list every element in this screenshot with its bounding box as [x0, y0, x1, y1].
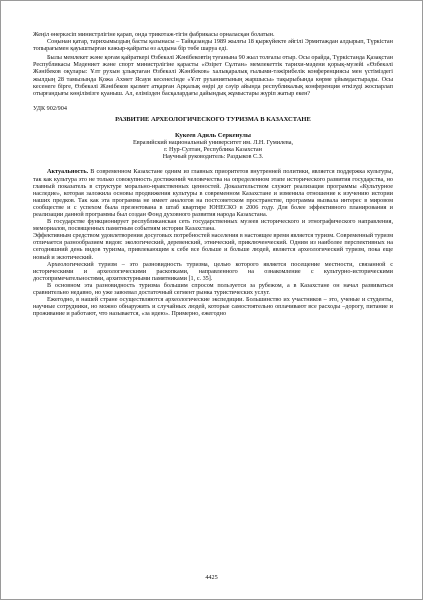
- relevance-term: Актуальность.: [47, 168, 89, 176]
- author-name: Кукеев Адиль Серкенулы: [174, 132, 252, 140]
- body-paragraph-1: В государстве функционирует республиканская сеть государственных музеев исторического и этнографического направления, мемориалов, посвященных памятным событиям истории Казахстана.: [33, 218, 393, 233]
- udk-code: УДК 902/904: [33, 104, 67, 112]
- relevance-text: В современном Казахстане одним из главных приоритетов внутренней политики, является поддержка культуры, так как культура это не только совокупность достижений человечества на определенном этапе исторического развития государства, но главный показатель в структуре морально-нравственных ценностей. Доказательством служит реализация программы «Культурное наследие», которая заложила основы продвижения культуры в современном Казахстане и изменила отношение к изучению истории наших предков. Так как эта программа не имеет аналогов на постсоветском пространстве, программа вызвала интерес в мировом сообществе и с успехом была презентована в штаб квартире ЮНЕСКО в 2006 году. Для более эффективного планирования и реализации данной программы был создан Фонд духовного развития народа Казахстана.: [33, 168, 393, 218]
- kazakh-paragraph-1: Жеңіл өнеркәсіп министрлігіне қарап, онда трикотаж-тігін фабрикасы орналасқан болатын.: [33, 31, 275, 38]
- body-paragraph-3: Археологический туризм – это разновидность туризма, целью которого является посещение местности, связанной с историческими и археологическими раскопками, направленного на ознакомление с культурно-историческими достопримечательностями, архитектурными памятниками [1, с. 35].: [33, 260, 393, 282]
- body-paragraph-5: Ежегодно, в нашей стране осуществляются археологические экспедиции. Большинство их участников – это, ученые и студенты, научные сотрудники, но можно обнаружить и случайных людей, которые самостоятельно оплачивают все расходы –дорогу, питание и проживание и работают, что называется, «за идею». Примерно, ежегодно: [33, 296, 393, 318]
- affiliation-university: Евразийский национальный университет им. Л.Н. Гумилева,: [132, 139, 294, 147]
- kazakh-paragraph-2: Соңынан қатар, тарихымыздың басты қазынасы – Тайқазанды 1989 жылғы 18 қыркүйекте әйгілі Эрмитаждан алдырып, Түркістан топырағымен қауыштырған кәжыр-қайраты өз алдына бір төбе шаруа еді.: [33, 38, 393, 53]
- kazakh-paragraph-3: Былы мемлекет және қоғам қайраткері Өзбекәлі Жәнібековтің туғанына 90 жыл толғалы отыр. Осы орайда, Түркістанда Қазақстан Республикасы Мәдениет және спорт министрлігіне қарасты «Әзірет Сұлтан» мемлекеттік тарихи-мәдени қорық-музейі «Өзбекәлі Жәнібеков оқулары: Ұлт рухын ұлықтаған Өзбекәлі Жәнібеков» халықаралық ғылыми-тәжірибелік конференциясы мен үстіміздегі жылдың 28 тамызында Қожа Ахмет Ясауи кесенесінде «Ұлт руханиятының жаршысы» тақырыбында көрме ұйымдастырады. Осы кесенеге бірге, Өзбекәлі Жәнібеков қызмет атқарған Арқалық өңірі де сәуір айында республикалық конференция өткізуді жоспарлап отырғандығы көңілімізге қуаныш. Ал, елімізден басқалардағы дайындық жұмыстары жүріп жатыр екен?: [33, 54, 393, 97]
- page-content: [33, 31, 393, 317]
- affiliation-city: г. Нур-Султан, Республика Казахстан: [164, 146, 262, 154]
- relevance-paragraph: [33, 168, 393, 218]
- body-paragraph-2: Эффективным средством удовлетворения досуговых потребностей населения в настоящее время является туризм. Современный туризм отличается разнообразием видов: экологический, деревенский, этнический, приключенческий. Одним из наиболее перспективных на сегодняшний день видов туризма, привлекающим к себе все больше и больше людей, является археологический туризм, пока еще новый и экзотический.: [33, 232, 393, 261]
- page-number: 4425: [205, 574, 218, 581]
- article-title: РАЗВИТИЕ АРХЕОЛОГИЧЕСКОГО ТУРИЗМА В КАЗАХСТАНЕ: [115, 115, 311, 123]
- scientific-supervisor: Научный руководитель: Раздыков С.З.: [162, 153, 264, 161]
- body-paragraph-4: В основном эта разновидность туризма большим спросом пользуется за рубежом, а в Казахстане он начал развиваться сравнительно недавно, но уже завоевал достаточный сегмент рынка туристических услуг.: [33, 281, 393, 296]
